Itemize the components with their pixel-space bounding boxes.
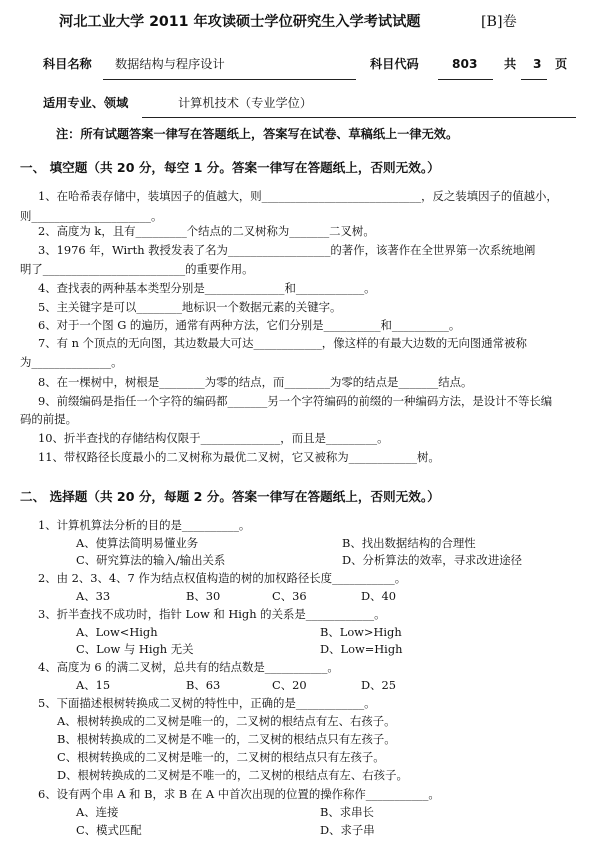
s1-q9-line2: 码的前提。: [20, 412, 77, 426]
s2-q2-option-c: C、36: [272, 589, 307, 603]
s1-q1-line2: 则_____________________。: [20, 209, 163, 223]
paper-type: [B]卷: [481, 14, 517, 30]
s2-q5-stem: 5、下面描述根树转换成二叉树的特性中，正确的是____________。: [38, 696, 376, 710]
s1-q10: 10、折半查找的存储结构仅限于______________，而且是_________。: [38, 431, 389, 445]
s2-q1-option-d: D、分析算法的效率，寻求改进途径: [342, 553, 522, 567]
s2-q2-option-b: B、30: [186, 589, 221, 603]
major-label: 适用专业、领域: [43, 96, 129, 110]
s1-q4: 4、查找表的两种基本类型分别是______________和____________。: [38, 281, 376, 295]
page-unit: 页: [555, 57, 568, 71]
s2-q5-option-c: C、根树转换成的二叉树是唯一的，二叉树的根结点只有左孩子。: [57, 750, 385, 764]
subject-name-label: 科目名称: [43, 57, 92, 71]
s1-q3-line2: 明了_________________________的重要作用。: [20, 262, 254, 276]
s2-q3-option-c: C、Low 与 High 无关: [76, 642, 194, 656]
s2-q1-option-c: C、研究算法的输入/输出关系: [76, 553, 226, 567]
major: 计算机技术（专业学位）: [178, 96, 313, 110]
s2-q4-option-d: D、25: [361, 678, 397, 692]
s2-q3-stem: 3、折半查找不成功时，指针 Low 和 High 的关系是____________。: [38, 607, 386, 621]
s1-q5: 5、主关键字是可以________地标识一个数据元素的关键字。: [38, 300, 342, 314]
s2-q5-option-b: B、根树转换成的二叉树是不唯一的，二叉树的根结点只有左孩子。: [57, 732, 396, 746]
s1-q3-line1: 3、1976 年，Wirth 教授发表了名为__________________的著作，该著作在全世界第一次系统地阐: [38, 243, 536, 257]
s2-q3-option-d: D、Low=High: [320, 642, 403, 656]
s2-q3-option-a: A、Low<High: [76, 625, 158, 639]
s2-q6-option-c: C、模式匹配: [76, 823, 142, 837]
s1-q7-line2: 为______________。: [20, 355, 123, 369]
s2-q2-option-d: D、40: [361, 589, 397, 603]
total-pages: 3: [533, 57, 542, 71]
s1-q9-line1: 9、前缀编码是指任一个字符的编码都_______另一个字符编码的前缀的一种编码方法，是设计不等长编: [38, 394, 553, 408]
s2-q1-option-b: B、找出数据结构的合理性: [342, 536, 476, 550]
subject-name-underline: [103, 79, 356, 80]
s2-q2-stem: 2、由 2、3、4、7 作为结点权值构造的树的加权路径长度___________。: [38, 571, 407, 585]
s1-q7-line1: 7、有 n 个顶点的无向图，其边数最大可达____________，像这样的有最大边数的无向图通常被称: [38, 336, 527, 350]
s2-q6-option-d: D、求子串: [320, 823, 375, 837]
s2-q4-stem: 4、高度为 6 的满二叉树，总共有的结点数是___________。: [38, 660, 339, 674]
s2-q5-option-a: A、根树转换成的二叉树是唯一的，二叉树的根结点有左、右孩子。: [57, 714, 396, 728]
total-label: 共: [504, 57, 517, 71]
s2-q1-stem: 1、计算机算法分析的目的是__________。: [38, 518, 251, 532]
subject-code-label: 科目代码: [370, 57, 419, 71]
subject-code: 803: [452, 57, 478, 71]
s2-q4-option-b: B、63: [186, 678, 221, 692]
notice: 注：所有试题答案一律写在答题纸上，答案写在试卷、草稿纸上一律无效。: [56, 127, 459, 141]
section-1-heading: 一、 填空题（共 20 分，每空 1 分。答案一律写在答题纸上，否则无效。）: [20, 160, 440, 175]
s2-q6-option-a: A、连接: [76, 805, 119, 819]
s2-q5-option-d: D、根树转换成的二叉树是不唯一的，二叉树的根结点有左、右孩子。: [57, 768, 408, 782]
s2-q1-option-a: A、使算法简明易懂业务: [76, 536, 199, 550]
s1-q11: 11、带权路径长度最小的二叉树称为最优二叉树，它又被称为____________树。: [38, 450, 440, 464]
s2-q4-option-a: A、15: [76, 678, 111, 692]
s2-q2-option-a: A、33: [76, 589, 111, 603]
s1-q1-line1: 1、在哈希表存储中，装填因子的值越大，则____________________________，反之装填因子的值越小，: [38, 189, 558, 203]
s1-q2: 2、高度为 k，且有_________个结点的二叉树称为_______二叉树。: [38, 224, 375, 238]
s2-q6-option-b: B、求串长: [320, 805, 374, 819]
s1-q8: 8、在一棵树中，树根是________为零的结点，而________为零的结点是_______结点。: [38, 375, 473, 389]
s2-q4-option-c: C、20: [272, 678, 307, 692]
s1-q6: 6、对于一个图 G 的遍历，通常有两种方法，它们分别是__________和__________。: [38, 318, 461, 332]
major-underline: [142, 117, 576, 118]
total-pages-underline: [521, 79, 547, 80]
exam-title: 河北工业大学 2011 年攻读硕士学位研究生入学考试试题: [59, 14, 421, 30]
s2-q3-option-b: B、Low>High: [320, 625, 402, 639]
section-2-heading: 二、 选择题（共 20 分，每题 2 分。答案一律写在答题纸上，否则无效。）: [20, 489, 440, 504]
s2-q6-stem: 6、设有两个串 A 和 B，求 B 在 A 中首次出现的位置的操作称作___________。: [38, 787, 440, 801]
subject-name: 数据结构与程序设计: [115, 57, 225, 71]
subject-code-underline: [438, 79, 493, 80]
